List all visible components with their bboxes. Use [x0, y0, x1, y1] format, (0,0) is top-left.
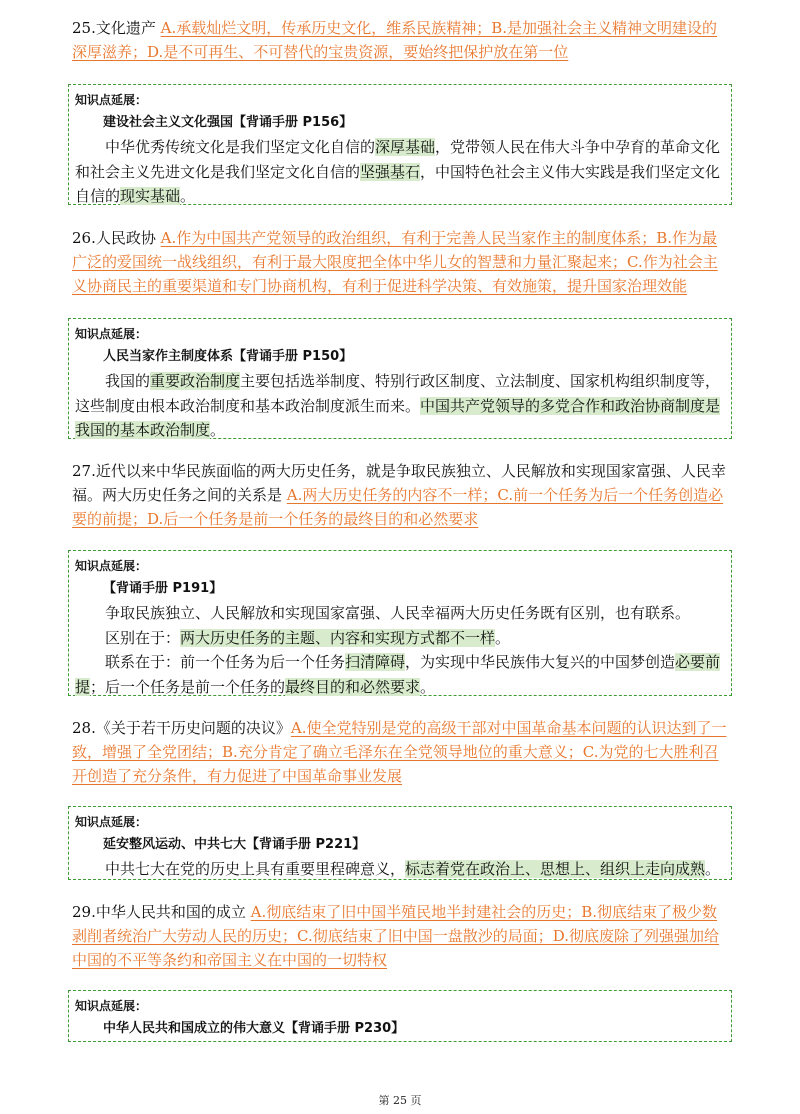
question-stem: 27.近代以来中华民族面临的两大历史任务，就是争取民族独立、人民解放和实现国家富强、人民幸福。两大历史任务之间的关系是: [72, 462, 726, 504]
box-heading: 知识点延展：: [75, 559, 148, 573]
box-heading: 知识点延展：: [75, 93, 148, 107]
answer-text: A.作为中国共产党领导的政治组织，有利于完善人民当家作主的制度体系；B.作为最广泛的爱国统一战线组织，有利于最大限度把全体中华儿女的智慧和力量汇聚起来；C.作为社会主义协商民主的重要渠道和专门协商机构，有利于促进科学决策、有效施策，提升国家治理效能: [72, 229, 718, 295]
question-27: [72, 459, 732, 531]
question-28: [72, 716, 732, 788]
question-stem: 28.《关于若干历史问题的决议》: [72, 719, 291, 737]
answer-text: A.彻底结束了旧中国半殖民地半封建社会的历史；B.彻底结束了极少数剥削者统治广大劳动人民的历史；C.彻底结束了旧中国一盘散沙的局面；D.彻底废除了列强强加给中国的不平等条约和帝国主义在中国的一切特权: [72, 903, 719, 969]
answer-text: A.使全党特别是党的高级干部对中国革命基本问题的认识达到了一致，增强了全党团结；B.充分肯定了确立毛泽东在全党领导地位的重大意义；C.为党的七大胜利召开创造了充分条件，有力促进了中国革命事业发展: [72, 719, 727, 785]
box-paragraph: 我国的重要政治制度主要包括选举制度、特别行政区制度、立法制度、国家机构组织制度等，这些制度由根本政治制度和基本政治制度派生而来。中国共产党领导的多党合作和政治协商制度是我国的基本政治制度。: [75, 372, 721, 439]
highlight: 扫清障碍: [345, 653, 406, 671]
knowledge-box-26: [68, 318, 732, 439]
knowledge-box-27: [68, 550, 732, 696]
highlight: 坚强基石: [360, 162, 421, 181]
highlight: 必要前提: [75, 653, 721, 696]
box-paragraph: 联系在于：前一个任务为后一个任务扫清障碍，为实现中华民族伟大复兴的中国梦创造必要前提；后一个任务是前一个任务的最终目的和必然要求。: [75, 653, 721, 696]
highlight: 深厚基础: [375, 138, 436, 156]
box-heading: 知识点延展：: [75, 327, 148, 341]
question-25: [72, 16, 732, 64]
question-26: [72, 226, 732, 298]
question-stem: 25.文化遗产: [72, 19, 161, 37]
box-heading: 知识点延展：: [75, 815, 148, 829]
page-number: 第 25 页: [378, 1094, 422, 1107]
highlight: 两大历史任务的主题、内容和实现方式都不一样: [180, 628, 496, 647]
highlight: 最终目的和必然要求: [285, 677, 421, 696]
box-subheading: 【背诵手册 P191】: [103, 581, 223, 596]
knowledge-box-29: [68, 990, 732, 1042]
box-subheading: 延安整风运动、中共七大【背诵手册 P221】: [103, 837, 366, 852]
box-paragraph: 中华优秀传统文化是我们坚定文化自信的深厚基础，党带领人民在伟大斗争中孕育的革命文化和社会主义先进文化是我们坚定文化自信的坚强基石，中国特色社会主义伟大实践是我们坚定文化自信的现实基础。: [75, 138, 721, 205]
highlight: 中国共产党领导的多党合作和政治协商制度是我国的基本政治制度: [75, 396, 721, 439]
box-subheading: 人民当家作主制度体系【背诵手册 P150】: [103, 349, 353, 364]
box-heading: 知识点延展：: [75, 999, 148, 1013]
question-stem: 26.人民政协: [72, 229, 161, 247]
highlight: 标志着党在政治上、思想上、组织上走向成熟: [405, 860, 706, 878]
highlight: 现实基础: [120, 187, 181, 205]
answer-text: A.两大历史任务的内容不一样；C.前一个任务为后一个任务创造必要的前提；D.后一个任务是前一个任务的最终目的和必然要求: [72, 486, 724, 528]
box-subheading: 建设社会主义文化强国【背诵手册 P156】: [103, 115, 353, 130]
question-29: [72, 900, 732, 972]
knowledge-box-25: [68, 84, 732, 205]
highlight: 重要政治制度: [150, 372, 241, 390]
box-paragraph: 争取民族独立、人民解放和实现国家富强、人民幸福两大历史任务既有区别，也有联系。: [105, 604, 691, 622]
question-stem: 29.中华人民共和国的成立: [72, 903, 251, 921]
box-subheading: 中华人民共和国成立的伟大意义【背诵手册 P230】: [103, 1021, 405, 1036]
knowledge-box-28: [68, 806, 732, 880]
box-paragraph: 区别在于：两大历史任务的主题、内容和实现方式都不一样。: [105, 628, 511, 647]
answer-text: A.承载灿烂文明，传承历史文化，维系民族精神；B.是加强社会主义精神文明建设的深厚滋养；D.是不可再生、不可替代的宝贵资源，要始终把保护放在第一位: [72, 19, 718, 61]
box-paragraph: 中共七大在党的历史上具有重要里程碑意义，标志着党在政治上、思想上、组织上走向成熟。: [105, 860, 721, 878]
